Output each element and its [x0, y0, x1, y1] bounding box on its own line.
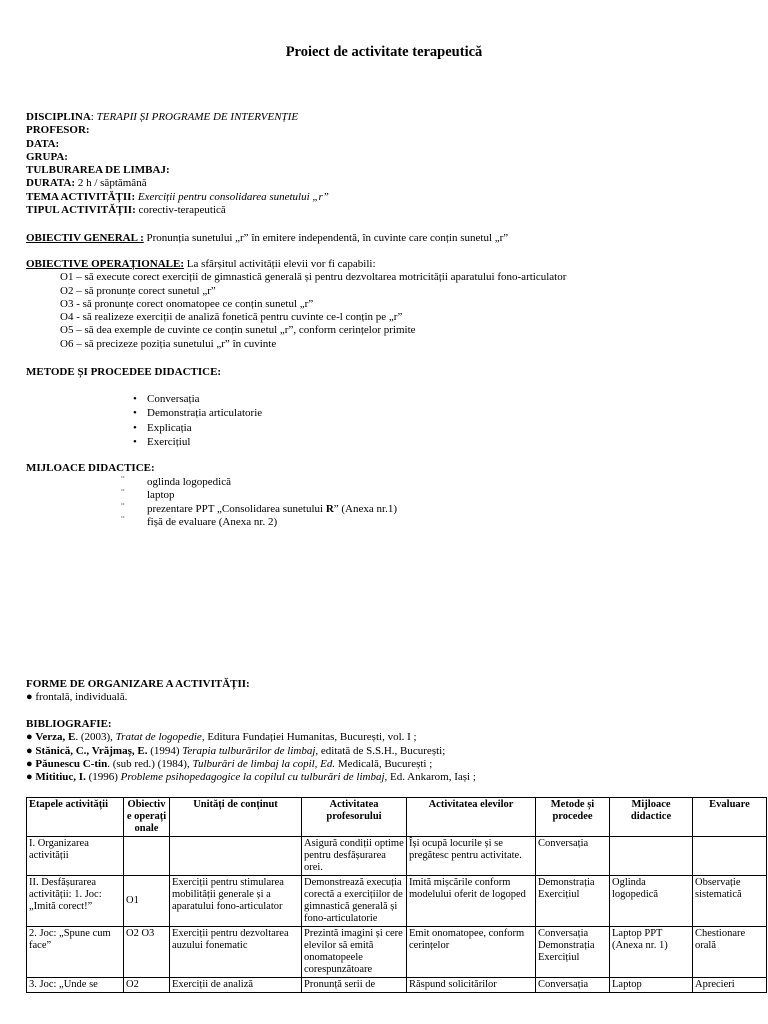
col-header: Etapele activității: [27, 798, 124, 837]
bib-title: Probleme psihopedagogice la copilul cu tulburări de limbaj: [120, 771, 385, 784]
table-cell: Prezintă imagini și cere elevilor să emită onomatopeele corespunzătoare: [302, 927, 407, 978]
table-cell: [124, 837, 170, 876]
activity-table: [26, 797, 767, 993]
table-cell: Exerciții pentru dezvoltarea auzului fonematic: [170, 927, 302, 978]
bibliografie-item: ● Stănică, C., Vrăjmaș, E. (1994) Terapia tulburărilor de limbaj, editată de S.S.H., București;: [26, 744, 446, 757]
mijloace-label: MIJLOACE DIDACTICE:: [26, 462, 155, 474]
bibliografie-label: BIBLIOGRAFIE:: [26, 718, 112, 730]
metode-list-wrap: [26, 392, 756, 449]
bib-title: Terapia tulburărilor de limbaj: [182, 744, 316, 757]
table-cell: Răspund solicitărilor: [407, 978, 536, 993]
table-cell: Imită mișcările conform modelului oferit de logoped: [407, 876, 536, 927]
data-label: DATA:: [26, 137, 60, 150]
table-cell: Conversația Demonstrația Exercițiul: [536, 927, 610, 978]
table-row: [27, 876, 767, 927]
bib-year: (1996): [85, 771, 121, 784]
table-cell: 2. Joc: „Spune cum face”: [27, 927, 124, 978]
grupa-label: GRUPA:: [26, 150, 68, 163]
table-cell: Oglinda logopedică: [610, 876, 693, 927]
bib-year: . (sub red.) (1984),: [107, 757, 193, 770]
col-header: Metode și procedee: [536, 798, 610, 837]
obiectiv-general-text: Pronunția sunetului „r” în emitere independentă, în cuvinte care conțin sunetul „r”: [146, 232, 509, 244]
col-header: Activitatea elevilor: [407, 798, 536, 837]
bib-author: Păunescu C-tin: [35, 757, 108, 770]
table-cell: Laptop: [610, 978, 693, 993]
obiective-operationale-label: OBIECTIVE OPERAȚIONALE:: [26, 258, 185, 270]
durata-label: DURATA:: [26, 177, 76, 190]
mijloace-item: ¨ fișă de evaluare (Anexa nr. 2): [147, 516, 756, 529]
bib-author: Stănică, C., Vrăjmaș, E.: [35, 744, 148, 757]
table-row: [27, 927, 767, 978]
table-cell: Exerciții pentru stimularea mobilității generale și a aparatului fono-articulator: [170, 876, 302, 927]
table-cell: Demonstrația Exercițiul: [536, 876, 610, 927]
mijloace-heading: [26, 462, 756, 475]
obiectiv-item: O1 – să execute corect exerciții de gimnastică generală și pentru dezvoltarea motricității aparatului fono-articulator: [60, 271, 567, 284]
bib-rest: , Editura Fundației Humanitas, București, vol. I ;: [201, 731, 417, 744]
bib-title: Tulburări de limbaj la copil, Ed.: [192, 757, 336, 770]
mijloace-list-wrap: [26, 476, 756, 529]
tema-value: Exerciții pentru consolidarea sunetului „r”: [137, 190, 329, 203]
table-cell: Chestionare orală: [693, 927, 767, 978]
table-cell: O1: [124, 876, 170, 927]
durata-line: [26, 177, 756, 190]
metode-item: • Explicația: [147, 421, 756, 435]
table-cell: Conversația: [536, 837, 610, 876]
col-header: Mijloace didactice: [610, 798, 693, 837]
bib-title: Tratat de logopedie: [115, 731, 202, 744]
col-header: Evaluare: [693, 798, 767, 837]
bib-year: . (2003),: [75, 731, 116, 744]
obiectiv-item: O4 - să realizeze exerciții de analiză fonetică pentru cuvinte ce-l conțin pe „r”: [60, 311, 403, 324]
col-header: Activitatea profesorului: [302, 798, 407, 837]
tulburare-label: TULBURAREA DE LIMBAJ:: [26, 164, 170, 177]
document-title: Proiect de activitate terapeutică: [285, 44, 483, 60]
disciplina-label: DISCIPLINA: [26, 111, 91, 123]
mijloace-item: ¨ laptop: [147, 489, 756, 502]
table-cell: Laptop PPT (Anexa nr. 1): [610, 927, 693, 978]
disciplina-value: TERAPII ȘI PROGRAME DE INTERVENȚIE: [96, 111, 299, 123]
bib-year: (1994): [147, 744, 183, 757]
tema-label: TEMA ACTIVITĂȚII:: [26, 190, 136, 203]
metode-item: • Exercițiul: [147, 435, 756, 449]
bib-rest: , Ed. Ankarom, Iași ;: [384, 771, 476, 784]
table-cell: I. Organizarea activității: [27, 837, 124, 876]
metode-list: [26, 392, 756, 449]
table-cell: Aprecieri: [693, 978, 767, 993]
tip-line: [26, 204, 756, 217]
bibliografie: [26, 718, 756, 784]
metode-heading: [26, 366, 756, 379]
table-cell: Emit onomatopee, conform cerințelor: [407, 927, 536, 978]
obiectiv-item: O3 - să pronunțe corect onomatopee ce conțin sunetul „r”: [60, 297, 314, 310]
col-header: Obiectiv e operați onale: [124, 798, 170, 837]
mijloace-item: ¨ oglinda logopedică: [147, 476, 756, 489]
table-cell: [693, 837, 767, 876]
obiective-operationale: [26, 258, 756, 351]
mijloace-list: [26, 476, 756, 529]
table-cell: Exerciții de analiză: [170, 978, 302, 993]
bibliografie-item: ● Păunescu C-tin. (sub red.) (1984), Tulburări de limbaj la copil, Ed. Medicală, București ;: [26, 757, 433, 770]
tip-label: TIPUL ACTIVITĂȚII:: [26, 204, 136, 217]
table-cell: O2: [124, 978, 170, 993]
table-cell: [610, 837, 693, 876]
bib-author: Mititiuc, I.: [35, 771, 86, 784]
disciplina-line: DISCIPLINA: TERAPII ȘI PROGRAME DE INTERVENȚIE: [26, 111, 299, 123]
obiectiv-general: [26, 232, 756, 245]
table-cell: Pronunță serii de: [302, 978, 407, 993]
bib-author: Verza, E: [35, 731, 76, 744]
table-cell: Observație sistematică: [693, 876, 767, 927]
durata-value: 2 h / săptămână: [77, 177, 147, 190]
obiectiv-general-label: OBIECTIV GENERAL :: [26, 232, 144, 244]
obiectiv-item: O5 – să dea exemple de cuvinte ce conțin sunetul „r”, conform cerințelor primite: [60, 324, 416, 337]
forme-label: FORME DE ORGANIZARE A ACTIVITĂȚII:: [26, 678, 250, 690]
mijloace-item: [147, 503, 756, 516]
obiective-operationale-intro: La sfârșitul activității elevii vor fi capabili:: [186, 258, 376, 270]
mijloace-item-bold: R: [325, 502, 334, 515]
tip-value: corectiv-terapeutică: [138, 204, 226, 217]
table-row: [27, 837, 767, 876]
table-cell: 3. Joc: „Unde se: [27, 978, 124, 993]
mijloace-item-text: prezentare PPT „Consolidarea sunetului: [147, 502, 326, 515]
table-header-row: [27, 798, 767, 837]
table-cell: II. Desfășurarea activității: 1. Joc: „Imită corect!”: [27, 876, 124, 927]
forme-text: ● frontală, individuală.: [26, 691, 128, 704]
metode-label: METODE ȘI PROCEDEE DIDACTICE:: [26, 366, 222, 378]
bib-rest: , editată de S.S.H., București;: [315, 744, 446, 757]
mijloace-item-text: ” (Anexa nr.1): [333, 502, 397, 515]
tema-line: [26, 191, 756, 204]
table-row: [27, 978, 767, 993]
table-cell: Conversația: [536, 978, 610, 993]
obiectiv-item: O6 – să precizeze poziția sunetului „r” în cuvinte: [60, 337, 277, 350]
bib-rest: Medicală, București ;: [335, 757, 433, 770]
col-header: Unități de conținut: [170, 798, 302, 837]
bibliografie-item: ● Verza, E. (2003), Tratat de logopedie, Editura Fundației Humanitas, București, vol. I ;: [26, 731, 417, 744]
table-cell: Își ocupă locurile și se pregătesc pentru activitate.: [407, 837, 536, 876]
metode-item: • Demonstrația articulatorie: [147, 406, 756, 420]
obiectiv-item: O2 – să pronunțe corect sunetul „r”: [60, 284, 216, 297]
table-cell: O2 O3: [124, 927, 170, 978]
table-cell: Demonstrează execuția corectă a exercițiilor de gimnastică generală și fono-articulatorie: [302, 876, 407, 927]
meta-block: [26, 111, 756, 217]
bibliografie-item: ● Mititiuc, I. (1996) Probleme psihopedagogice la copilul cu tulburări de limbaj, Ed. Ankarom, Iași ;: [26, 771, 476, 784]
table-cell: Asigură condiții optime pentru desfășurarea orei.: [302, 837, 407, 876]
profesor-label: PROFESOR:: [26, 124, 90, 137]
metode-item: • Conversația: [147, 392, 756, 406]
forme-organizare: [26, 678, 756, 705]
table-cell: [170, 837, 302, 876]
